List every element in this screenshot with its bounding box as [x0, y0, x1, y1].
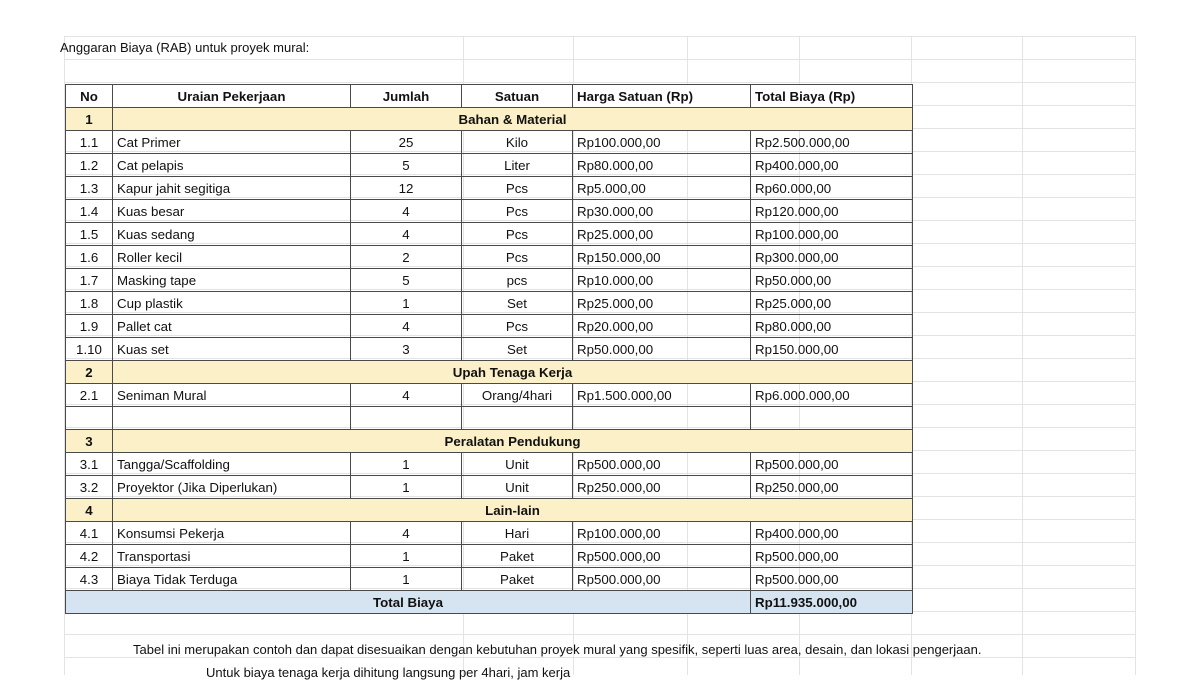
cell-jumlah: 4	[351, 223, 462, 246]
cell-no: 1.10	[66, 338, 113, 361]
section-name: Bahan & Material	[113, 108, 913, 131]
cell-uraian: Cat pelapis	[113, 154, 351, 177]
cell-jumlah: 5	[351, 154, 462, 177]
section-name: Peralatan Pendukung	[113, 430, 913, 453]
cell-total: Rp500.000,00	[751, 453, 913, 476]
section-row	[66, 108, 913, 131]
gridline	[1022, 36, 1023, 675]
cell-uraian: Cat Primer	[113, 131, 351, 154]
header-uraian: Uraian Pekerjaan	[113, 85, 351, 108]
cell-uraian	[113, 407, 351, 430]
cell-no: 1.9	[66, 315, 113, 338]
cell-uraian: Biaya Tidak Terduga	[113, 568, 351, 591]
cell-no: 1.8	[66, 292, 113, 315]
cell-uraian: Cup plastik	[113, 292, 351, 315]
table-row	[66, 568, 913, 591]
cell-satuan: Liter	[462, 154, 573, 177]
header-harga: Harga Satuan (Rp)	[573, 85, 751, 108]
section-no: 4	[66, 499, 113, 522]
header-satuan: Satuan	[462, 85, 573, 108]
cell-satuan: Paket	[462, 545, 573, 568]
cell-harga: Rp25.000,00	[573, 223, 751, 246]
cell-harga: Rp30.000,00	[573, 200, 751, 223]
cell-uraian: Masking tape	[113, 269, 351, 292]
table-row	[66, 476, 913, 499]
cell-harga: Rp50.000,00	[573, 338, 751, 361]
table-row	[66, 522, 913, 545]
cell-total: Rp60.000,00	[751, 177, 913, 200]
cell-satuan: Pcs	[462, 177, 573, 200]
cell-harga: Rp20.000,00	[573, 315, 751, 338]
section-no: 1	[66, 108, 113, 131]
table-header-row	[66, 85, 913, 108]
cell-jumlah: 1	[351, 545, 462, 568]
cell-total: Rp2.500.000,00	[751, 131, 913, 154]
table-row	[66, 453, 913, 476]
gridline	[64, 82, 1136, 83]
cell-total: Rp250.000,00	[751, 476, 913, 499]
cell-total: Rp500.000,00	[751, 545, 913, 568]
cell-satuan: Pcs	[462, 246, 573, 269]
cell-uraian: Kuas besar	[113, 200, 351, 223]
gridline	[64, 634, 1136, 635]
cell-jumlah: 4	[351, 384, 462, 407]
table-row	[66, 315, 913, 338]
cell-total: Rp6.000.000,00	[751, 384, 913, 407]
cell-no: 1.7	[66, 269, 113, 292]
cell-jumlah: 3	[351, 338, 462, 361]
cell-uraian: Roller kecil	[113, 246, 351, 269]
cell-total: Rp400.000,00	[751, 154, 913, 177]
cell-jumlah: 12	[351, 177, 462, 200]
footnote-1: Tabel ini merupakan contoh dan dapat disesuaikan dengan kebutuhan proyek mural yang spesifik, seperti luas area, desain, dan lokasi pengerjaan.	[133, 642, 982, 657]
cell-harga: Rp80.000,00	[573, 154, 751, 177]
rab-table	[65, 84, 913, 614]
cell-no: 1.6	[66, 246, 113, 269]
cell-satuan: Pcs	[462, 315, 573, 338]
cell-jumlah: 4	[351, 522, 462, 545]
header-jumlah: Jumlah	[351, 85, 462, 108]
cell-uraian: Seniman Mural	[113, 384, 351, 407]
table-row	[66, 223, 913, 246]
table-row	[66, 407, 913, 430]
cell-uraian: Kuas set	[113, 338, 351, 361]
cell-harga: Rp500.000,00	[573, 568, 751, 591]
gridline	[1135, 36, 1136, 675]
cell-total: Rp150.000,00	[751, 338, 913, 361]
section-row	[66, 430, 913, 453]
gridline	[64, 36, 1136, 37]
cell-uraian: Transportasi	[113, 545, 351, 568]
table-body	[66, 108, 913, 614]
gridline	[64, 657, 1136, 658]
cell-total: Rp300.000,00	[751, 246, 913, 269]
cell-jumlah: 1	[351, 292, 462, 315]
cell-satuan: Unit	[462, 453, 573, 476]
cell-satuan	[462, 407, 573, 430]
header-total: Total Biaya (Rp)	[751, 85, 913, 108]
cell-satuan: Set	[462, 338, 573, 361]
cell-satuan: Orang/4hari	[462, 384, 573, 407]
table-row	[66, 292, 913, 315]
section-no: 2	[66, 361, 113, 384]
cell-harga: Rp25.000,00	[573, 292, 751, 315]
cell-satuan: Paket	[462, 568, 573, 591]
cell-jumlah: 4	[351, 315, 462, 338]
section-row	[66, 499, 913, 522]
cell-total	[751, 407, 913, 430]
cell-no	[66, 407, 113, 430]
gridline	[64, 59, 1136, 60]
table-row	[66, 154, 913, 177]
cell-uraian: Kapur jahit segitiga	[113, 177, 351, 200]
cell-uraian: Kuas sedang	[113, 223, 351, 246]
cell-satuan: Set	[462, 292, 573, 315]
cell-no: 4.3	[66, 568, 113, 591]
cell-jumlah	[351, 407, 462, 430]
cell-jumlah: 5	[351, 269, 462, 292]
cell-total: Rp400.000,00	[751, 522, 913, 545]
cell-jumlah: 2	[351, 246, 462, 269]
header-no: No	[66, 85, 113, 108]
table-row	[66, 131, 913, 154]
cell-no: 4.2	[66, 545, 113, 568]
table-row	[66, 246, 913, 269]
cell-no: 3.1	[66, 453, 113, 476]
cell-no: 4.1	[66, 522, 113, 545]
table-row	[66, 545, 913, 568]
total-row	[66, 591, 913, 614]
cell-satuan: Kilo	[462, 131, 573, 154]
footnote-2: Untuk biaya tenaga kerja dihitung langsung per 4hari, jam kerja	[206, 665, 571, 680]
cell-satuan: Pcs	[462, 200, 573, 223]
cell-total: Rp80.000,00	[751, 315, 913, 338]
cell-jumlah: 1	[351, 568, 462, 591]
section-name: Upah Tenaga Kerja	[113, 361, 913, 384]
cell-no: 2.1	[66, 384, 113, 407]
cell-no: 1.5	[66, 223, 113, 246]
table-row	[66, 338, 913, 361]
table-row	[66, 200, 913, 223]
total-value: Rp11.935.000,00	[751, 591, 913, 614]
cell-uraian: Proyektor (Jika Diperlukan)	[113, 476, 351, 499]
cell-total: Rp120.000,00	[751, 200, 913, 223]
cell-no: 1.2	[66, 154, 113, 177]
table-row	[66, 384, 913, 407]
total-label: Total Biaya	[66, 591, 751, 614]
cell-jumlah: 1	[351, 453, 462, 476]
table-row	[66, 177, 913, 200]
cell-uraian: Konsumsi Pekerja	[113, 522, 351, 545]
cell-harga: Rp100.000,00	[573, 131, 751, 154]
section-no: 3	[66, 430, 113, 453]
cell-satuan: Hari	[462, 522, 573, 545]
cell-total: Rp50.000,00	[751, 269, 913, 292]
cell-harga: Rp10.000,00	[573, 269, 751, 292]
cell-harga: Rp5.000,00	[573, 177, 751, 200]
cell-jumlah: 1	[351, 476, 462, 499]
cell-satuan: Unit	[462, 476, 573, 499]
cell-uraian: Pallet cat	[113, 315, 351, 338]
cell-no: 3.2	[66, 476, 113, 499]
cell-no: 1.4	[66, 200, 113, 223]
section-row	[66, 361, 913, 384]
cell-harga: Rp1.500.000,00	[573, 384, 751, 407]
cell-satuan: Pcs	[462, 223, 573, 246]
cell-total: Rp100.000,00	[751, 223, 913, 246]
cell-uraian: Tangga/Scaffolding	[113, 453, 351, 476]
cell-harga: Rp500.000,00	[573, 453, 751, 476]
cell-harga: Rp500.000,00	[573, 545, 751, 568]
cell-total: Rp25.000,00	[751, 292, 913, 315]
cell-jumlah: 4	[351, 200, 462, 223]
page-title: Anggaran Biaya (RAB) untuk proyek mural:	[60, 40, 310, 55]
cell-no: 1.1	[66, 131, 113, 154]
cell-harga	[573, 407, 751, 430]
cell-jumlah: 25	[351, 131, 462, 154]
cell-harga: Rp100.000,00	[573, 522, 751, 545]
cell-satuan: pcs	[462, 269, 573, 292]
table-row	[66, 269, 913, 292]
cell-harga: Rp250.000,00	[573, 476, 751, 499]
section-name: Lain-lain	[113, 499, 913, 522]
cell-harga: Rp150.000,00	[573, 246, 751, 269]
cell-total: Rp500.000,00	[751, 568, 913, 591]
cell-no: 1.3	[66, 177, 113, 200]
